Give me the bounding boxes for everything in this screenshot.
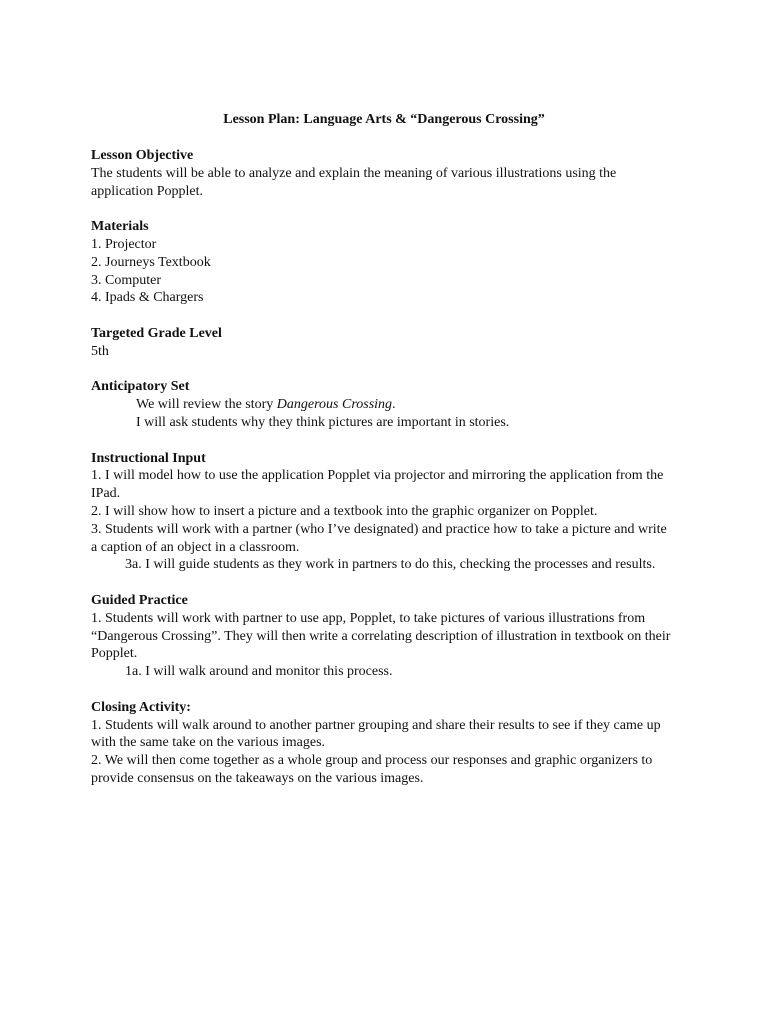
closing-item-1: 1. Students will walk around to another partner grouping and share their results to see if they came up with the same take on the various images. (91, 717, 661, 751)
anticipatory-line-1-prefix: We will review the story (136, 397, 277, 413)
materials-item: 2. Journeys Textbook (91, 254, 211, 270)
materials-item: 1. Projector (91, 236, 157, 252)
guided-item-1a: 1a. I will walk around and monitor this process. (125, 664, 393, 680)
instructional-item-3a: 3a. I will guide students as they work in partners to do this, checking the processes and results. (125, 557, 656, 573)
section-materials (91, 218, 671, 307)
section-heading-grade: Targeted Grade Level (91, 325, 222, 341)
section-closing-activity (91, 699, 671, 788)
section-lesson-objective (91, 147, 671, 200)
section-heading-guided: Guided Practice (91, 592, 188, 608)
guided-item-1: 1. Students will work with partner to use app, Popplet, to take pictures of various illustrations from “Dangerous Crossing”. They will then write a correlating description of illustration in textbook on their Popplet. (91, 610, 671, 662)
anticipatory-line-1 (91, 396, 671, 414)
instructional-item-1: 1. I will model how to use the application Popplet via projector and mirroring the application from the IPad. (91, 468, 664, 502)
materials-item: 4. Ipads & Chargers (91, 290, 204, 306)
materials-item: 3. Computer (91, 272, 161, 288)
anticipatory-line-2: I will ask students why they think pictures are important in stories. (136, 414, 510, 430)
section-instructional-input (91, 450, 671, 575)
section-heading-closing: Closing Activity: (91, 699, 191, 715)
section-anticipatory-set (91, 378, 671, 431)
section-heading-objective: Lesson Objective (91, 148, 194, 163)
section-heading-materials: Materials (91, 219, 149, 235)
instructional-item-2: 2. I will show how to insert a picture and a textbook into the graphic organizer on Popplet. (91, 503, 598, 519)
instructional-item-3: 3. Students will work with a partner (who I’ve designated) and practice how to take a picture and write a caption of an object in a classroom. (91, 521, 667, 555)
section-grade-level (91, 325, 671, 361)
story-title: Dangerous Crossing (276, 397, 393, 413)
objective-text: The students will be able to analyze and explain the meaning of various illustrations using the application Popplet. (91, 165, 617, 199)
section-heading-instructional: Instructional Input (91, 450, 206, 466)
section-heading-anticipatory: Anticipatory Set (91, 379, 190, 395)
document-title: Lesson Plan: Language Arts & “Dangerous Crossing” (223, 112, 545, 127)
section-guided-practice (91, 592, 671, 681)
grade-value: 5th (91, 343, 109, 359)
anticipatory-line-1-suffix: . (392, 397, 396, 413)
document-body (91, 147, 671, 805)
closing-item-2: 2. We will then come together as a whole group and process our responses and graphic organizers to provide consensus on the takeaways on the various images. (91, 753, 653, 786)
